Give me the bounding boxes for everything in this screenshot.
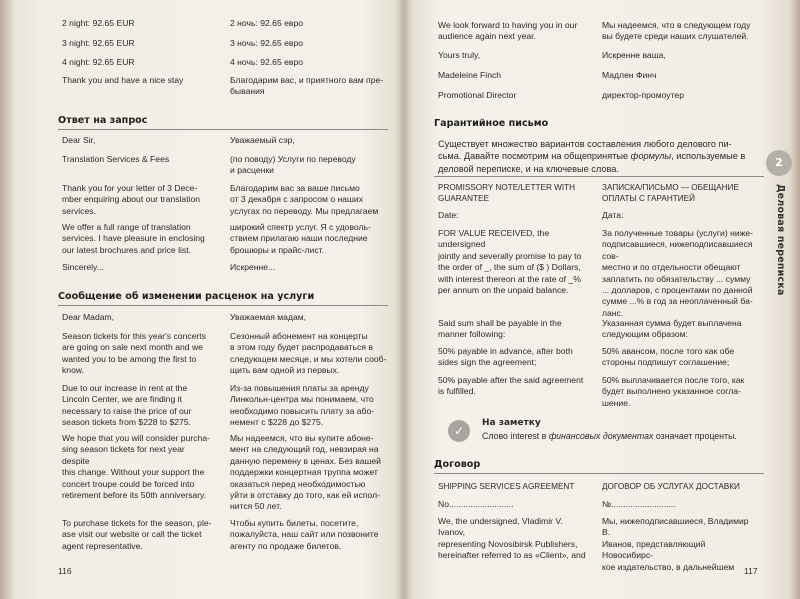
russian-text: Из-за повышения платы за аренду Линкольн-центра мы понимаем, что необходимо повысить плату за або- немент с $228 до $275. bbox=[230, 383, 375, 428]
note-text bbox=[482, 431, 772, 441]
english-text: 2 night: 92.65 EUR bbox=[62, 18, 135, 28]
russian-text: Благодарим вас, и приятного вам пре- бывания bbox=[230, 75, 384, 97]
english-text: We offer a full range of translation services. I have pleasure in enclosing our latest brochures and price list. bbox=[62, 222, 205, 255]
chapter-label: Деловая переписка bbox=[775, 184, 786, 296]
russian-text: Мы надеемся, что вы купите абоне- мент на следующий год, невзирая на данную перемену в ценах. Без вашей поддержки концертная труппа может оказаться перед необходимостью уйти в отставку до того, как ей испол- нится 50 лет. bbox=[230, 433, 381, 512]
chapter-tab bbox=[766, 150, 792, 318]
english-text: Sincerely... bbox=[62, 262, 104, 272]
russian-text: ЗАПИСКА/ПИСЬМО — ОБЕЩАНИЕ ОПЛАТЫ С ГАРАНТИЕЙ bbox=[602, 183, 739, 204]
english-text: We, the undersigned, Vladimir V. Ivanov, representing Novosibirsk Publishers, hereinafter referred to as «Client», and bbox=[438, 516, 586, 561]
russian-text: Мадлен Финч bbox=[602, 70, 657, 80]
russian-text: широкий спектр услуг. Я с удоволь- ствием прилагаю наши последние брошюры и прайс-лист. bbox=[230, 222, 371, 255]
note-text-part: означает проценты. bbox=[653, 431, 737, 441]
english-text: Yours truly, bbox=[438, 50, 481, 60]
russian-text: Мы надеемся, что в следующем году вы будете среди наших слушателей. bbox=[602, 20, 751, 42]
english-text: 50% payable in advance, after both sides sign the agreement; bbox=[438, 346, 573, 368]
russian-text: Искренне... bbox=[230, 262, 276, 272]
right-page bbox=[404, 0, 800, 599]
chapter-number: 2 bbox=[766, 150, 792, 176]
english-text: Dear Sir, bbox=[62, 135, 96, 145]
russian-text: 50% авансом, после того как обе стороны подпишут соглашение; bbox=[602, 346, 735, 368]
russian-text: Чтобы купить билеты, посетите, пожалуйста, наш сайт или позвоните агенту по продаже билетов. bbox=[230, 518, 379, 551]
note-text-part: Слово interest в bbox=[482, 431, 549, 441]
english-text: To purchase tickets for the season, ple- ase visit our website or call the ticket agent representative. bbox=[62, 518, 212, 551]
english-text: Promotional Director bbox=[438, 90, 517, 100]
checkmark-icon: ✓ bbox=[448, 420, 470, 442]
russian-text: Сезонный абонемент на концерты в этом году будет распродаваться в следующем месяце, и мы хотели сооб- щить вам одной из первых. bbox=[230, 331, 387, 376]
russian-text: 50% выплачивается после того, как будет выполнено указанное соглa- шение. bbox=[602, 375, 745, 408]
english-text: Season tickets for this year's concerts are going on sale next month and we wanted you to be among the first to know. bbox=[62, 331, 206, 376]
english-text: No........................... bbox=[438, 499, 514, 509]
section-divider bbox=[58, 305, 388, 306]
page-number: 117 bbox=[744, 566, 758, 576]
note-box bbox=[434, 418, 764, 450]
english-text: Date: bbox=[438, 210, 459, 220]
section-title: Сообщение об изменении расценок на услуги bbox=[58, 291, 315, 302]
english-text: 3 night: 92.65 EUR bbox=[62, 38, 135, 48]
english-text: Dear Madam, bbox=[62, 312, 115, 322]
section-title: Гарантийное письмо bbox=[434, 118, 549, 129]
section-title: Ответ на запрос bbox=[58, 115, 148, 126]
russian-text: №........................... bbox=[602, 499, 676, 509]
english-text: Due to our increase in rent at the Lincoln Center, we are finding it necessary to raise the price of our season tickets from $228 to $275. bbox=[62, 383, 192, 428]
page-number: 116 bbox=[58, 566, 72, 576]
russian-text: 3 ночь: 92.65 евро bbox=[230, 38, 304, 48]
note-italic-text: финансовых документах bbox=[548, 431, 654, 441]
russian-text: Дата: bbox=[602, 210, 624, 220]
english-text: 50% payable after the said agreement is fulfilled. bbox=[438, 375, 584, 397]
section-intro bbox=[438, 138, 758, 175]
english-text: PROMISSORY NOTE/LETTER WITH GUARANTEE bbox=[438, 183, 576, 204]
english-text: Madeleine Finch bbox=[438, 70, 502, 80]
english-text: Thank you for your letter of 3 Dece- mber enquiring about our translation services. bbox=[62, 183, 201, 216]
intro-text: , используемые в деловой переписке, и на ключевые слова. bbox=[438, 151, 746, 174]
english-text: SHIPPING SERVICES AGREEMENT bbox=[438, 482, 575, 491]
note-title: На заметку bbox=[482, 418, 541, 428]
russian-text: Благодарим вас за ваше письмо от 3 декабря с запросом о наших услугах по переводу. Мы предлагаем bbox=[230, 183, 379, 216]
english-text: FOR VALUE RECEIVED, the undersigned jointly and severally promise to pay to the order of _, the sum of ($ ) Dollars, with interest thereon at the rate of _% per annum on the unpaid balance. bbox=[438, 228, 582, 296]
russian-text: (по поводу) Услуги по переводу и расценки bbox=[230, 154, 356, 176]
section-divider bbox=[434, 473, 764, 474]
russian-text: Мы, нижеподписавшиеся, Владимир В. Иванов, представляющий Новосибирс- кое издательство, в дальнейшем bbox=[602, 516, 749, 572]
russian-text: За полученные товары (услуги) ниже- подписавшиеся, нижеподписавшиеся сов- местно и по отдельности обещают заплатить по обязательству ... сумму ... долларов, с процентами по данной сумме ...% в год за неоплаченный ба- ланс. bbox=[602, 228, 754, 318]
russian-text: 4 ночь: 92.65 евро bbox=[230, 57, 304, 67]
english-text: We look forward to having you in our audience again next year. bbox=[438, 20, 578, 42]
section-title: Договор bbox=[434, 459, 481, 470]
russian-text: Уважаемая мадам, bbox=[230, 312, 307, 322]
intro-text: Существует множество вариантов составления любого делового пи- сьма. Давайте посмотрим на общепринятые bbox=[438, 139, 732, 162]
english-text: Translation Services & Fees bbox=[62, 154, 170, 164]
english-text: 4 night: 92.65 EUR bbox=[62, 57, 135, 67]
russian-text: Искренне ваша, bbox=[602, 50, 666, 60]
section-divider bbox=[58, 129, 388, 130]
english-text: Thank you and have a nice stay bbox=[62, 75, 184, 85]
russian-text: Указанная сумма будет выплачена следующим образом: bbox=[602, 318, 742, 340]
russian-text: 2 ночь: 92.65 евро bbox=[230, 18, 304, 28]
russian-text: ДОГОВОР ОБ УСЛУГАХ ДОСТАВКИ bbox=[602, 482, 740, 491]
russian-text: директор-промоутер bbox=[602, 90, 684, 100]
russian-text: Уважаемый сэр, bbox=[230, 135, 295, 145]
intro-italic-text: формулы bbox=[630, 151, 672, 162]
section-divider bbox=[434, 176, 764, 177]
english-text: We hope that you will consider purcha- sing season tickets for next year despite this change. Without your support the concert troupe could be forced into retirement before its 50th anniversary. bbox=[62, 433, 210, 501]
english-text: Said sum shall be payable in the manner following: bbox=[438, 318, 562, 340]
